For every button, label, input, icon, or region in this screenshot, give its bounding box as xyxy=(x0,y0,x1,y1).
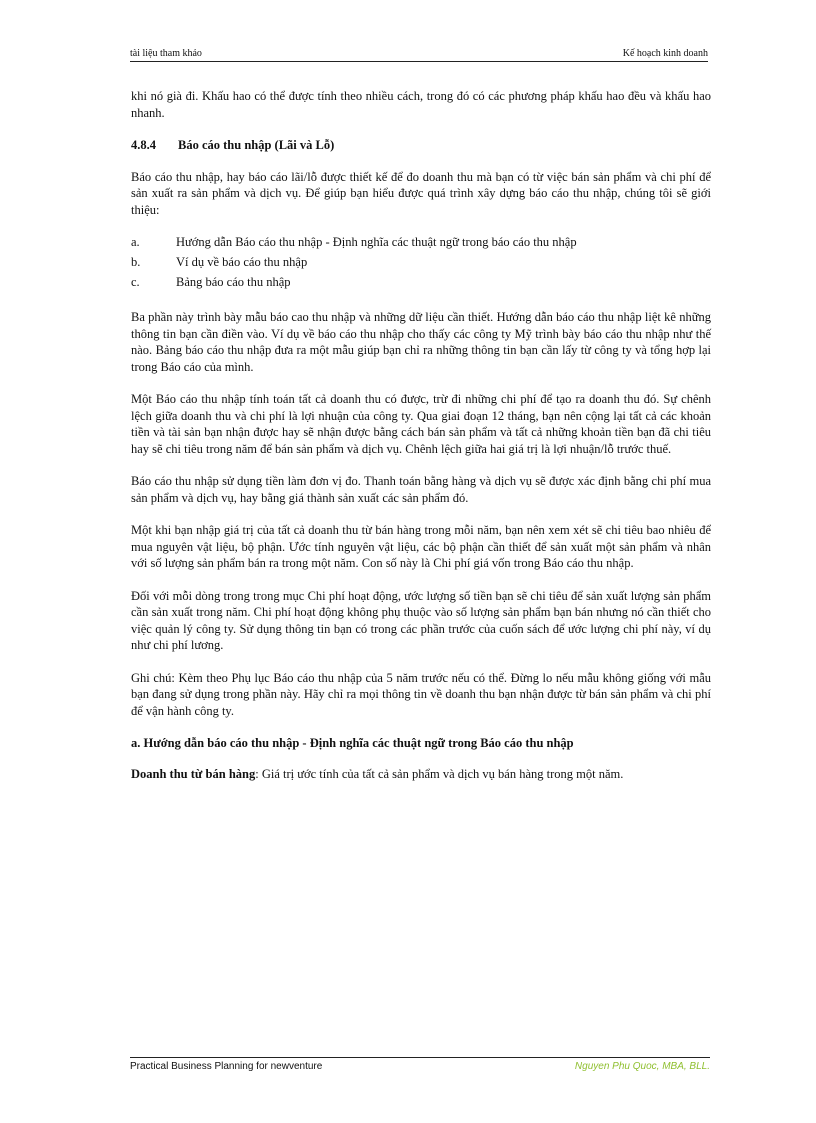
page-header xyxy=(130,47,708,61)
item-list xyxy=(131,234,711,294)
term-label: Doanh thu từ bán hàng xyxy=(131,766,256,781)
footer-left-text: Practical Business Planning for newventure xyxy=(130,1061,323,1072)
header-divider xyxy=(130,61,708,62)
section-number: 4.8.4 xyxy=(131,138,156,152)
page-footer xyxy=(130,1060,710,1074)
section-heading xyxy=(131,137,711,154)
term-text: : Giá trị ước tính của tất cả sản phẩm và dịch vụ bán hàng trong một năm. xyxy=(255,766,624,781)
list-item-text: Hướng dẫn Báo cáo thu nhập - Định nghĩa các thuật ngữ trong báo cáo thu nhập xyxy=(176,235,577,249)
list-item-text: Bảng báo cáo thu nhập xyxy=(176,275,291,289)
page-content xyxy=(131,88,711,798)
list-marker: a. xyxy=(131,235,140,249)
list-marker: b. xyxy=(131,255,141,269)
list-item xyxy=(131,234,711,254)
list-item xyxy=(131,274,711,294)
subsection-heading: a. Hướng dẫn báo cáo thu nhập - Định nghĩa các thuật ngữ trong Báo cáo thu nhập xyxy=(131,736,574,750)
header-right-text: Kế hoạch kinh doanh xyxy=(622,48,708,59)
paragraph-5: Một khi bạn nhập giá trị của tất cả doanh thu từ bán hàng trong mỗi năm, bạn nên xem xét sẽ chi tiêu bao nhiêu để mua nguyên vật liệu, bộ phận. Ước tính nguyên vật liệu, các bộ phận cần thiết để sản xuất một sản phẩm và nhân với số lượng sản phẩm bán ra trong một năm. Con số này là Chi phí giá vốn trong Báo cáo thu nhập. xyxy=(131,523,711,570)
intro-paragraph: khi nó già đi. Khấu hao có thể được tính theo nhiều cách, trong đó có các phương pháp khấu hao đều và khấu hao nhanh. xyxy=(131,89,711,120)
list-item-text: Ví dụ về báo cáo thu nhập xyxy=(176,255,308,269)
list-item xyxy=(131,254,711,274)
paragraph-1: Báo cáo thu nhập, hay báo cáo lãi/lỗ được thiết kế để đo doanh thu mà bạn có từ việc bán sản phẩm và chi phí để sản xuất ra sản phẩm và dịch vụ. Để giúp bạn hiểu được quá trình xây dựng báo cáo thu nhập, chúng tôi sẽ giới thiệu: xyxy=(131,169,711,217)
term-definition xyxy=(131,766,711,783)
section-title: Báo cáo thu nhập (Lãi và Lỗ) xyxy=(178,138,335,152)
paragraph-6: Đối với mỗi dòng trong trong mục Chi phí hoạt động, ước lượng số tiền bạn sẽ chi tiêu để sản xuất lượng sản phẩm cần sản xuất trong năm. Chi phí hoạt động không phụ thuộc vào số lượng sản phẩm bạn bán nhưng nó cần thiết cho việc quản lý công ty. Sử dụng thông tin bạn có trong các phần trước của cuốn sách để ước lượng chi phí này, ví dụ như chi phí lương. xyxy=(131,588,711,652)
footer-author: Nguyen Phu Quoc, MBA, BLL. xyxy=(574,1061,710,1072)
paragraph-4: Báo cáo thu nhập sử dụng tiền làm đơn vị đo. Thanh toán bằng hàng và dịch vụ sẽ được xác định bằng chi phí mua sản phẩm và dịch vụ, hay bằng giá thành sản xuất các sản phẩm đó. xyxy=(131,474,711,505)
paragraph-2: Ba phần này trình bày mẫu báo cao thu nhập và những dữ liệu cần thiết. Hướng dẫn báo cáo thu nhập liệt kê những thông tin bạn cần điền vào. Ví dụ về báo cáo thu nhập cho thấy các công ty Mỹ trình bày báo cáo thu nhập như thế nào. Bảng báo cáo thu nhập đưa ra một mẫu giúp bạn chỉ ra những thông tin bạn cần lấy từ công ty và tổng hợp lại trong Báo cáo của mình. xyxy=(131,310,711,374)
note-paragraph: Ghi chú: Kèm theo Phụ lục Báo cáo thu nhập của 5 năm trước nếu có thể. Đừng lo nếu mẫu không giống với mẫu bạn đang sử dụng trong phần này. Hãy chỉ ra mọi thông tin về doanh thu bạn nhận được từ bán sản phẩm và chi phí để vận hành công ty. xyxy=(131,670,711,718)
paragraph-3: Một Báo cáo thu nhập tính toán tất cả doanh thu có được, trừ đi những chi phí để tạo ra doanh thu đó. Sự chênh lệch giữa doanh thu và chi phí là lợi nhuận của công ty. Qua giai đoạn 12 tháng, bạn nên cộng lại tất cả các khoản tiền và tài sản bạn nhận được hay sẽ nhận được bằng cách bán sản phẩm và tất cả những khoản tiền bạn đã chi tiêu hay sẽ chi tiêu trong năm để bán sản phẩm và dịch vụ. Chênh lệch giữa hai giá trị là lợi nhuận/lỗ trước thuế. xyxy=(131,392,711,456)
footer-divider xyxy=(130,1057,710,1058)
header-left-text: tài liệu tham khảo xyxy=(130,48,202,59)
list-marker: c. xyxy=(131,275,140,289)
